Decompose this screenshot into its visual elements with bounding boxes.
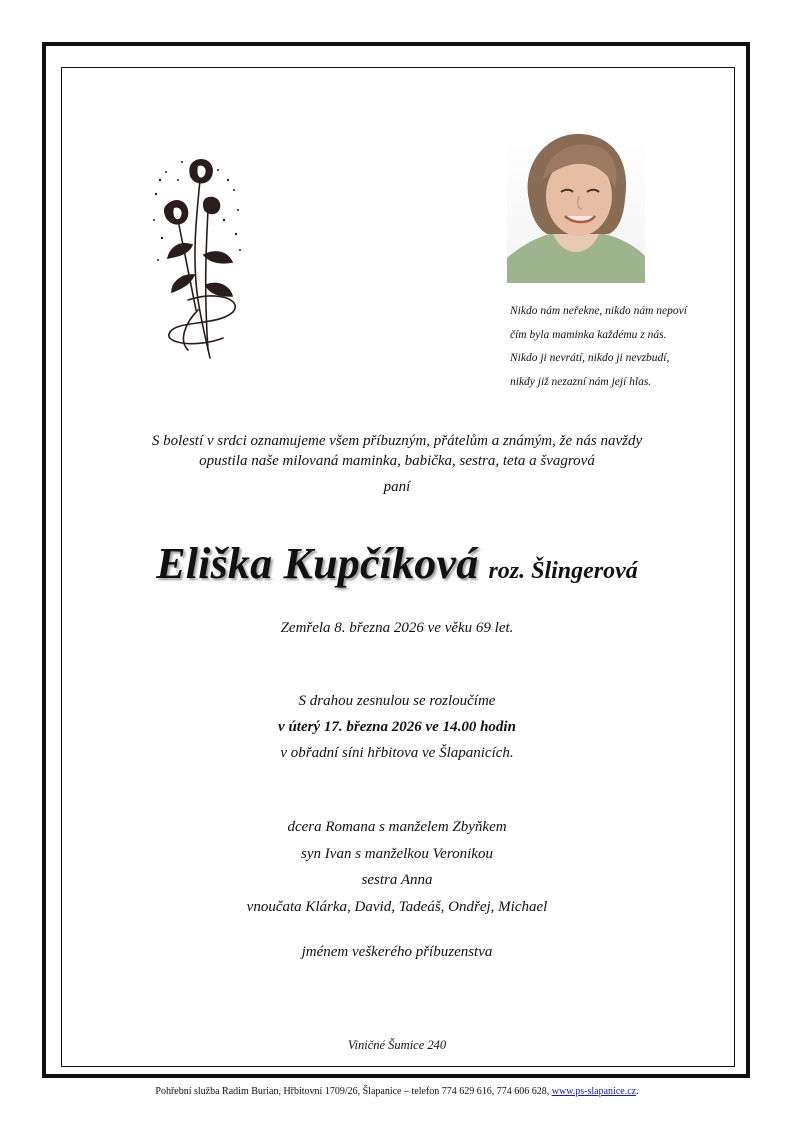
- title-pani: paní: [383, 479, 411, 495]
- intro-line-1: S bolestí v srdci oznamujeme všem příbuzným, přátelům a známým, že nás navždy: [151, 433, 643, 449]
- announcement-intro: [0, 432, 794, 471]
- roses-icon: [148, 150, 248, 365]
- deceased-name: Eliška Kupčíková: [156, 539, 479, 588]
- intro-line-2: opustila naše milovaná maminka, babička, sestra, teta a švagrová: [199, 452, 595, 469]
- mourner-item: vnoučata Klárka, David, Tadeáš, Ondřej, Michael: [246, 898, 548, 915]
- poem-line: Nikdo nám neřekne, nikdo nám nepoví: [510, 305, 687, 317]
- mourner-item: sestra Anna: [361, 872, 433, 888]
- funeral-info: [0, 688, 794, 766]
- mourner-item: syn Ivan s manželkou Veronikou: [301, 845, 493, 862]
- mourner-item: dcera Romana s manželem Zbyňkem: [287, 819, 507, 835]
- footer-text: Pohřební služba Radim Burian, Hřbitovní 1709/26, Šlapanice – telefon 774 629 616, 774 606 628,: [155, 1086, 552, 1097]
- portrait-photo: [507, 130, 645, 283]
- mourners-list: [0, 814, 794, 920]
- poem-line: čím byla maminka každému z nás.: [510, 328, 667, 341]
- funeral-datetime: v úterý 17. března 2026 ve 14.00 hodin: [278, 719, 516, 735]
- poem-line: Nikdo ji nevrátí, nikdo ji nevzbudí,: [510, 352, 670, 364]
- deceased-name-row: [0, 538, 794, 589]
- footer-suffix: .: [636, 1086, 639, 1097]
- poem: [510, 300, 740, 394]
- funeral-location: v obřadní síni hřbitova ve Šlapanicích.: [280, 745, 514, 761]
- footer-website-link[interactable]: www.ps-slapanice.cz: [551, 1086, 637, 1097]
- maiden-name: roz. Šlingerová: [488, 558, 638, 584]
- address: Viničné Šumice 240: [347, 1038, 447, 1052]
- funeral-line-1: S drahou zesnulou se rozloučíme: [298, 693, 496, 709]
- family-line: jménem veškerého příbuzenstva: [301, 944, 493, 960]
- footer: [0, 1086, 794, 1097]
- death-date: Zemřela 8. března 2026 ve věku 69 let.: [280, 620, 514, 636]
- poem-line: nikdy již nezazní nám její hlas.: [510, 375, 652, 388]
